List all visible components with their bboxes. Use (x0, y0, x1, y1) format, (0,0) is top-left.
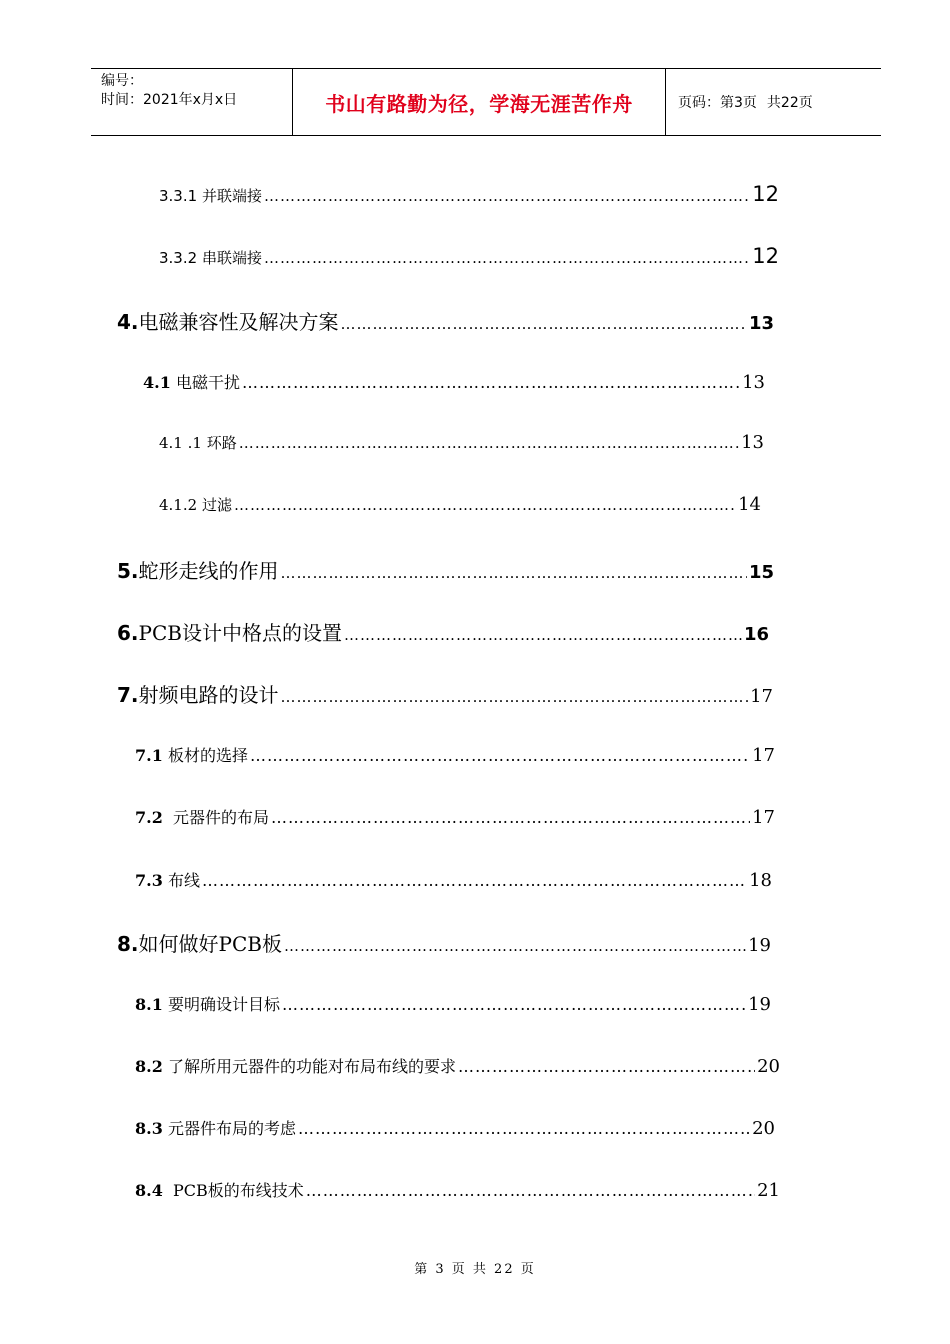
toc-number: 7.2 (135, 808, 163, 827)
toc-page-number: 14 (738, 494, 761, 515)
toc-page-number: 13 (742, 372, 765, 393)
toc-leader (341, 315, 747, 333)
toc-title: 布线 (167, 871, 200, 890)
toc-number: 8.4 (135, 1181, 163, 1200)
page-header (91, 68, 881, 136)
toc-page-number: 18 (749, 870, 772, 891)
serial-label: 编号： (101, 73, 143, 89)
toc-title: 环路 (206, 434, 237, 452)
toc-entry-4-1-2[interactable] (159, 494, 761, 515)
toc-leader (458, 1057, 755, 1076)
time-label: 时间：2021年x月x日 (101, 92, 238, 108)
header-page-info (666, 69, 881, 135)
toc-title: PCB设计中格点的设置 (138, 621, 342, 645)
toc-page-number: 17 (752, 807, 775, 828)
toc-entry-7[interactable] (117, 679, 773, 708)
toc-number: 7.3 (135, 871, 163, 890)
toc-number: 4. (117, 310, 139, 334)
toc-page-number: 12 (752, 244, 779, 268)
toc-leader (281, 688, 749, 706)
toc-page-number: 13 (741, 432, 764, 453)
toc-number: 6. (117, 621, 139, 645)
toc-entry-8-2[interactable] (135, 1054, 780, 1077)
toc-leader (239, 434, 739, 452)
toc-entry-8-4[interactable] (135, 1178, 780, 1201)
toc-number: 8.3 (135, 1119, 163, 1138)
toc-page-number: 20 (752, 1118, 775, 1139)
toc-page-number: 17 (752, 745, 775, 766)
toc-title: 板材的选择 (167, 746, 248, 765)
page-footer: 第 3 页 共 22 页 (414, 1262, 536, 1277)
toc-number: 8.1 (135, 995, 163, 1014)
toc-title: 射频电路的设计 (138, 683, 279, 707)
toc-leader (264, 187, 750, 205)
toc-number: 4.1 .1 (159, 434, 202, 452)
toc-entry-7-3[interactable] (135, 868, 772, 891)
toc-leader (282, 995, 746, 1014)
toc-number: 4.1 (143, 373, 171, 392)
toc-title: 并联端接 (201, 187, 262, 205)
toc-leader (284, 937, 746, 955)
toc-leader (202, 871, 747, 890)
header-meta (91, 69, 293, 135)
toc-entry-8-1[interactable] (135, 992, 771, 1015)
toc-page-number: 12 (752, 182, 779, 206)
toc-number: 8. (117, 932, 139, 956)
toc-leader (242, 373, 740, 392)
toc-number: 3.3.1 (159, 187, 198, 205)
toc-leader (264, 249, 750, 267)
toc-number: 5. (117, 559, 139, 583)
toc-entry-4[interactable] (117, 306, 774, 335)
toc-page-number: 19 (748, 994, 771, 1015)
toc-entry-7-1[interactable] (135, 743, 775, 766)
toc-leader (281, 564, 747, 582)
toc-entry-4-1[interactable] (143, 370, 765, 393)
toc-entry-8-3[interactable] (135, 1116, 775, 1139)
toc-leader (250, 746, 750, 765)
toc-title: PCB板的布线技术 (173, 1181, 304, 1200)
toc-page-number: 20 (757, 1056, 780, 1077)
toc-leader (298, 1119, 750, 1138)
toc-entry-8[interactable] (117, 928, 771, 957)
toc-leader (234, 496, 736, 514)
toc-entry-5[interactable] (117, 555, 774, 584)
toc-title: 元器件的布局 (173, 808, 270, 827)
toc-page-number: 19 (748, 935, 771, 956)
toc-leader (344, 626, 742, 644)
header-motto: 书山有路勤为径，学海无涯苦作舟 (293, 69, 666, 135)
toc-entry-4-1-1[interactable] (159, 432, 764, 453)
toc-number: 3.3.2 (159, 249, 198, 267)
toc-title: 过滤 (201, 496, 232, 514)
toc-number: 8.2 (135, 1057, 163, 1076)
toc-entry-3-3-2[interactable] (159, 244, 779, 268)
toc-page-number: 16 (743, 624, 769, 645)
toc-number: 7.1 (135, 746, 163, 765)
toc-number: 7. (117, 683, 139, 707)
toc-entry-7-2[interactable] (135, 805, 775, 828)
toc-page-number: 13 (748, 313, 774, 334)
toc-title: 要明确设计目标 (167, 995, 280, 1014)
toc-title: 串联端接 (201, 249, 262, 267)
toc-page-number: 21 (757, 1180, 780, 1201)
toc-title: 如何做好PCB板 (138, 932, 282, 956)
toc-title: 电磁兼容性及解决方案 (138, 310, 339, 334)
toc-number: 4.1.2 (159, 496, 198, 514)
toc-page-number: 15 (748, 562, 774, 583)
header-page-total: 共22页 (766, 95, 813, 111)
toc-title: 元器件布局的考虑 (167, 1119, 296, 1138)
toc-title: 蛇形走线的作用 (138, 559, 279, 583)
toc-entry-3-3-1[interactable] (159, 182, 779, 206)
toc-title: 了解所用元器件的功能对布局布线的要求 (167, 1057, 456, 1076)
toc-leader (271, 808, 750, 827)
header-page-number: 页码：第3页 (678, 95, 757, 111)
toc-entry-6[interactable] (117, 617, 769, 646)
toc-leader (306, 1181, 755, 1200)
toc-title: 电磁干扰 (175, 373, 240, 392)
toc-page-number: 17 (750, 686, 773, 707)
